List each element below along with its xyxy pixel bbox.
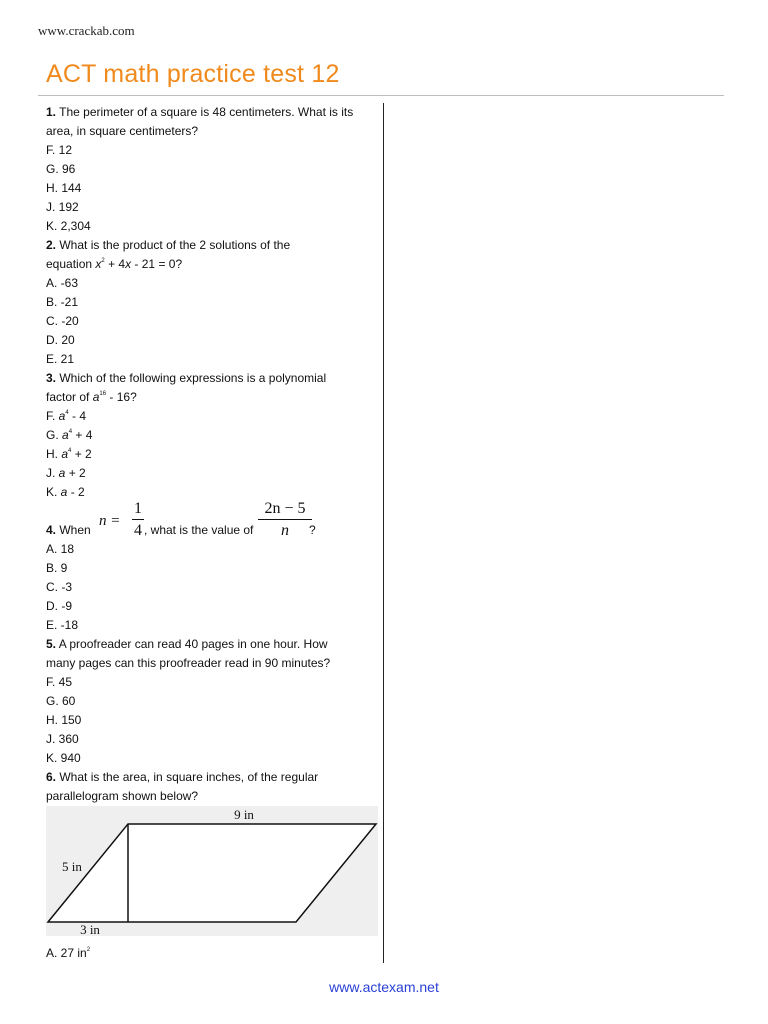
parallelogram-shape bbox=[48, 824, 376, 922]
answer-option: G. 96 bbox=[46, 162, 76, 176]
question-number: 1. bbox=[46, 105, 57, 119]
page-title: ACT math practice test 12 bbox=[46, 60, 340, 88]
question-5-line-2: many pages can this proofreader read in 90 minutes? bbox=[46, 656, 331, 670]
equation-lhs: n = bbox=[99, 513, 121, 529]
fraction-bar bbox=[258, 519, 312, 520]
equation-exponent: 16 bbox=[99, 391, 107, 397]
answer-option: K. 940 bbox=[46, 751, 81, 765]
option-rest: + 2 bbox=[65, 466, 86, 480]
fraction-expression bbox=[258, 500, 312, 539]
question-6-line-2: parallelogram shown below? bbox=[46, 789, 199, 803]
question-text: A proofreader can read 40 pages in one hour. How bbox=[56, 637, 328, 651]
parallelogram-figure bbox=[46, 806, 378, 936]
answer-option: K. 2,304 bbox=[46, 219, 91, 233]
answer-option: B. 9 bbox=[46, 561, 68, 575]
question-3-line-1 bbox=[46, 369, 380, 388]
question-1-line-1 bbox=[46, 103, 380, 122]
question-3-equation bbox=[46, 388, 380, 407]
answer-option: E. 21 bbox=[46, 352, 75, 366]
question-number: 4. bbox=[46, 523, 57, 537]
option-variable: a bbox=[58, 409, 66, 423]
question-column bbox=[46, 103, 380, 806]
question-number: 3. bbox=[46, 371, 57, 385]
option-exponent: 4 bbox=[68, 429, 73, 435]
answer-option: B. -21 bbox=[46, 295, 79, 309]
question-number: 2. bbox=[46, 238, 57, 252]
equation-part: + 4 bbox=[104, 257, 126, 271]
option-rest: + 4 bbox=[72, 428, 93, 442]
fraction-numerator: 2n − 5 bbox=[264, 500, 306, 517]
answer-option bbox=[46, 426, 380, 445]
option-exponent: 2 bbox=[86, 947, 91, 953]
option-rest: - 2 bbox=[67, 485, 85, 499]
question-2-equation bbox=[46, 255, 380, 274]
question-4-line bbox=[46, 502, 380, 540]
question-mark: ? bbox=[309, 523, 316, 537]
equation-variable: x bbox=[125, 257, 132, 271]
fraction-denominator: n bbox=[281, 522, 289, 539]
question-text: What is the area, in square inches, of the regular bbox=[56, 770, 319, 784]
option-rest: + 2 bbox=[71, 447, 92, 461]
column-divider bbox=[383, 103, 384, 963]
option-letter: K. bbox=[46, 485, 61, 499]
answer-option: D. 20 bbox=[46, 333, 75, 347]
fraction-denominator: 4 bbox=[134, 522, 142, 539]
option-exponent: 4 bbox=[68, 448, 72, 454]
option-variable: a bbox=[60, 485, 68, 499]
answer-option bbox=[46, 944, 90, 963]
option-variable: a bbox=[58, 466, 66, 480]
answer-option: A. -63 bbox=[46, 276, 79, 290]
answer-option bbox=[46, 464, 380, 483]
equation-exponent: 2 bbox=[101, 258, 105, 264]
option-text: A. 27 in bbox=[46, 946, 87, 960]
answer-option: G. 60 bbox=[46, 694, 76, 708]
question-text: Which of the following expressions is a polynomial bbox=[56, 371, 327, 385]
equation-prefix: equation bbox=[46, 257, 96, 271]
base-segment-label: 3 in bbox=[80, 922, 100, 936]
answer-option: D. -9 bbox=[46, 599, 73, 613]
answer-option: E. -18 bbox=[46, 618, 79, 632]
equation-variable: a bbox=[92, 390, 100, 404]
question-text: When bbox=[56, 523, 91, 537]
answer-option: J. 192 bbox=[46, 200, 79, 214]
option-letter: J. bbox=[46, 466, 59, 480]
question-text: The perimeter of a square is 48 centimeters. What is its bbox=[56, 105, 354, 119]
top-side-label: 9 in bbox=[234, 807, 254, 822]
equation-part: - 16? bbox=[106, 390, 137, 404]
question-text: What is the product of the 2 solutions of the bbox=[56, 238, 291, 252]
answer-option: F. 45 bbox=[46, 675, 73, 689]
answer-option: J. 360 bbox=[46, 732, 79, 746]
equation-part: - 21 = 0? bbox=[131, 257, 183, 271]
question-number: 5. bbox=[46, 637, 57, 651]
answer-option: C. -20 bbox=[46, 314, 79, 328]
option-variable: a bbox=[62, 428, 69, 442]
footer-link[interactable]: www.actexam.net bbox=[329, 979, 439, 995]
answer-option bbox=[46, 407, 380, 426]
answer-option: H. 144 bbox=[46, 181, 82, 195]
slant-side-label: 5 in bbox=[62, 859, 82, 874]
option-exponent: 4 bbox=[65, 410, 69, 416]
fraction-one-quarter bbox=[132, 500, 144, 539]
answer-option bbox=[46, 445, 380, 464]
option-variable: a bbox=[61, 447, 69, 461]
title-divider bbox=[38, 95, 724, 96]
question-number: 6. bbox=[46, 770, 57, 784]
fraction-numerator: 1 bbox=[134, 500, 142, 517]
option-letter: H. bbox=[46, 447, 62, 461]
question-4-lead bbox=[46, 521, 91, 540]
equation-prefix: factor of bbox=[46, 390, 93, 404]
answer-option: C. -3 bbox=[46, 580, 73, 594]
answer-option: A. 18 bbox=[46, 542, 75, 556]
question-2-line-1 bbox=[46, 236, 380, 255]
question-text: , what is the value of bbox=[144, 523, 254, 537]
option-rest: - 4 bbox=[68, 409, 87, 423]
equation-variable: x bbox=[95, 257, 102, 271]
fraction-bar bbox=[132, 519, 144, 520]
question-1-line-2: area, in square centimeters? bbox=[46, 124, 199, 138]
parallelogram-diagram bbox=[46, 806, 378, 936]
question-5-line-1 bbox=[46, 635, 380, 654]
site-url: www.crackab.com bbox=[38, 23, 135, 38]
question-6-line-1 bbox=[46, 768, 380, 787]
answer-option: H. 150 bbox=[46, 713, 82, 727]
answer-option: F. 12 bbox=[46, 143, 73, 157]
option-letter: F. bbox=[46, 409, 59, 423]
answer-option bbox=[46, 483, 380, 502]
option-letter: G. bbox=[46, 428, 63, 442]
